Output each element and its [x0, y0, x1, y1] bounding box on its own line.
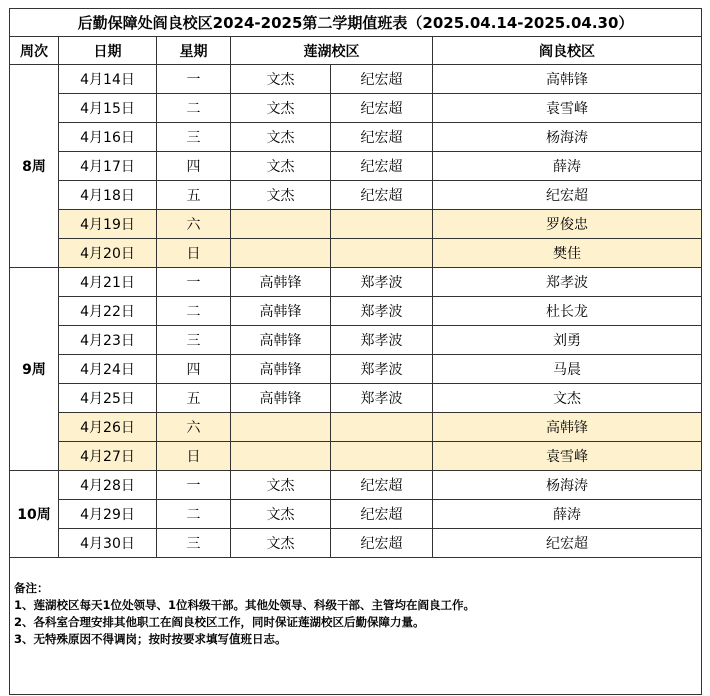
lianhu-staff-cell: 郑孝波 — [331, 355, 433, 384]
notes-heading: 备注： — [14, 581, 49, 595]
date-cell: 4月20日 — [59, 239, 157, 268]
table-row — [10, 123, 702, 152]
note-line-1: 1、莲湖校区每天1位处领导、1位科级干部。其他处领导、科级干部、主管均在阎良工作。 — [14, 598, 476, 612]
lianhu-leader-cell: 文杰 — [231, 65, 331, 94]
yanliang-duty-cell: 文杰 — [433, 384, 702, 413]
date-cell: 4月17日 — [59, 152, 157, 181]
date-cell: 4月14日 — [59, 65, 157, 94]
lianhu-leader-cell: 文杰 — [231, 500, 331, 529]
weekday-cell: 六 — [157, 413, 231, 442]
date-cell: 4月22日 — [59, 297, 157, 326]
lianhu-leader-cell — [231, 442, 331, 471]
notes-row — [10, 558, 702, 695]
date-cell: 4月29日 — [59, 500, 157, 529]
lianhu-staff-cell: 纪宏超 — [331, 65, 433, 94]
lianhu-staff-cell: 郑孝波 — [331, 326, 433, 355]
lianhu-leader-cell: 文杰 — [231, 152, 331, 181]
date-cell: 4月18日 — [59, 181, 157, 210]
table-row — [10, 471, 702, 500]
title-row — [10, 9, 702, 37]
week-label: 9周 — [10, 268, 59, 471]
lianhu-staff-cell: 纪宏超 — [331, 471, 433, 500]
lianhu-staff-cell — [331, 239, 433, 268]
table-row — [10, 413, 702, 442]
weekday-cell: 三 — [157, 326, 231, 355]
yanliang-duty-cell: 纪宏超 — [433, 181, 702, 210]
weekday-cell: 二 — [157, 94, 231, 123]
notes-cell — [10, 558, 702, 695]
yanliang-duty-cell: 马晨 — [433, 355, 702, 384]
table-row — [10, 94, 702, 123]
yanliang-duty-cell: 袁雪峰 — [433, 442, 702, 471]
lianhu-leader-cell: 高韩锋 — [231, 326, 331, 355]
lianhu-leader-cell — [231, 413, 331, 442]
header-week: 周次 — [10, 37, 59, 65]
table-row — [10, 181, 702, 210]
lianhu-staff-cell: 纪宏超 — [331, 181, 433, 210]
weekday-cell: 五 — [157, 181, 231, 210]
weekday-cell: 一 — [157, 65, 231, 94]
table-row — [10, 326, 702, 355]
date-cell: 4月15日 — [59, 94, 157, 123]
date-cell: 4月26日 — [59, 413, 157, 442]
header-lianhu-campus: 莲湖校区 — [231, 37, 433, 65]
duty-roster-sheet — [9, 8, 701, 695]
weekday-cell: 一 — [157, 471, 231, 500]
lianhu-leader-cell: 高韩锋 — [231, 355, 331, 384]
weekday-cell: 三 — [157, 529, 231, 558]
table-row — [10, 500, 702, 529]
weekday-cell: 日 — [157, 239, 231, 268]
weekday-cell: 六 — [157, 210, 231, 239]
week-label: 8周 — [10, 65, 59, 268]
header-yanliang-campus: 阎良校区 — [433, 37, 702, 65]
table-row — [10, 210, 702, 239]
lianhu-staff-cell — [331, 413, 433, 442]
roster-title: 后勤保障处阎良校区2024-2025第二学期值班表（2025.04.14-2025.04.30） — [10, 9, 702, 37]
table-row — [10, 355, 702, 384]
lianhu-leader-cell: 文杰 — [231, 123, 331, 152]
yanliang-duty-cell: 薛涛 — [433, 500, 702, 529]
date-cell: 4月27日 — [59, 442, 157, 471]
yanliang-duty-cell: 杨海涛 — [433, 471, 702, 500]
lianhu-staff-cell — [331, 442, 433, 471]
date-cell: 4月24日 — [59, 355, 157, 384]
date-cell: 4月23日 — [59, 326, 157, 355]
lianhu-staff-cell: 纪宏超 — [331, 500, 433, 529]
lianhu-leader-cell: 高韩锋 — [231, 268, 331, 297]
weekday-cell: 三 — [157, 123, 231, 152]
date-cell: 4月25日 — [59, 384, 157, 413]
lianhu-leader-cell: 文杰 — [231, 94, 331, 123]
yanliang-duty-cell: 纪宏超 — [433, 529, 702, 558]
yanliang-duty-cell: 刘勇 — [433, 326, 702, 355]
yanliang-duty-cell: 高韩锋 — [433, 65, 702, 94]
header-row — [10, 37, 702, 65]
weekday-cell: 五 — [157, 384, 231, 413]
lianhu-leader-cell: 文杰 — [231, 529, 331, 558]
yanliang-duty-cell: 高韩锋 — [433, 413, 702, 442]
duty-roster-table — [9, 8, 702, 695]
lianhu-leader-cell: 高韩锋 — [231, 384, 331, 413]
yanliang-duty-cell: 杜长龙 — [433, 297, 702, 326]
yanliang-duty-cell: 薛涛 — [433, 152, 702, 181]
header-date: 日期 — [59, 37, 157, 65]
weekday-cell: 二 — [157, 297, 231, 326]
table-row — [10, 239, 702, 268]
weekday-cell: 四 — [157, 152, 231, 181]
week-label: 10周 — [10, 471, 59, 558]
table-row — [10, 442, 702, 471]
lianhu-leader-cell: 高韩锋 — [231, 297, 331, 326]
yanliang-duty-cell: 杨海涛 — [433, 123, 702, 152]
lianhu-leader-cell — [231, 239, 331, 268]
lianhu-staff-cell: 郑孝波 — [331, 384, 433, 413]
lianhu-staff-cell: 纪宏超 — [331, 152, 433, 181]
table-row — [10, 268, 702, 297]
date-cell: 4月16日 — [59, 123, 157, 152]
date-cell: 4月19日 — [59, 210, 157, 239]
lianhu-staff-cell: 郑孝波 — [331, 297, 433, 326]
note-line-2: 2、各科室合理安排其他职工在阎良校区工作，同时保证莲湖校区后勤保障力量。 — [14, 615, 425, 629]
table-row — [10, 65, 702, 94]
lianhu-leader-cell: 文杰 — [231, 181, 331, 210]
header-weekday: 星期 — [157, 37, 231, 65]
lianhu-staff-cell: 纪宏超 — [331, 94, 433, 123]
date-cell: 4月28日 — [59, 471, 157, 500]
table-row — [10, 529, 702, 558]
table-row — [10, 152, 702, 181]
yanliang-duty-cell: 罗俊忠 — [433, 210, 702, 239]
table-row — [10, 297, 702, 326]
weekday-cell: 四 — [157, 355, 231, 384]
date-cell: 4月21日 — [59, 268, 157, 297]
weekday-cell: 一 — [157, 268, 231, 297]
yanliang-duty-cell: 樊佳 — [433, 239, 702, 268]
date-cell: 4月30日 — [59, 529, 157, 558]
lianhu-staff-cell: 纪宏超 — [331, 529, 433, 558]
lianhu-staff-cell: 纪宏超 — [331, 123, 433, 152]
lianhu-staff-cell — [331, 210, 433, 239]
weekday-cell: 日 — [157, 442, 231, 471]
lianhu-leader-cell — [231, 210, 331, 239]
note-line-3: 3、无特殊原因不得调岗；按时按要求填写值班日志。 — [14, 632, 287, 646]
lianhu-staff-cell: 郑孝波 — [331, 268, 433, 297]
weekday-cell: 二 — [157, 500, 231, 529]
yanliang-duty-cell: 袁雪峰 — [433, 94, 702, 123]
table-row — [10, 384, 702, 413]
lianhu-leader-cell: 文杰 — [231, 471, 331, 500]
yanliang-duty-cell: 郑孝波 — [433, 268, 702, 297]
